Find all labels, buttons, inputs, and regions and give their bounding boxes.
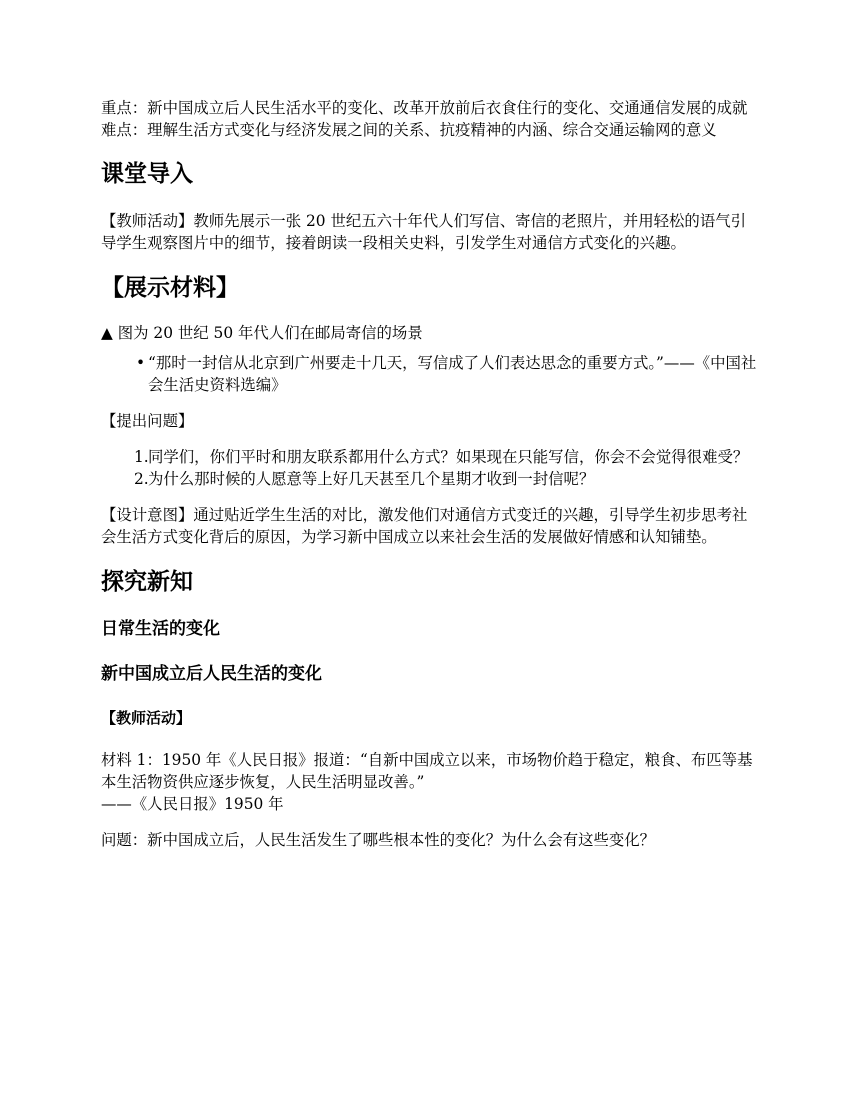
key-points-text: 重点：新中国成立后人民生活水平的变化、改革开放前后衣食住行的变化、交通通信发展的成就 [101,99,748,117]
material-1-text: 材料 1：1950 年《人民日报》报道：“自新中国成立以来，市场物价趋于稳定，粮食、布匹等基本生活物资供应逐步恢复，人民生活明显改善。” [101,751,753,791]
intro-teacher-activity: 【教师活动】教师先展示一张 20 世纪五六十年代人们写信、寄信的老照片，并用轻松的语气引导学生观察图片中的细节，接着朗读一段相关史料，引发学生对通信方式变化的兴趣。 [101,212,746,252]
question-item [134,468,761,490]
bullet-icon: • [136,354,146,372]
question-number: 1. [134,448,149,466]
question-text: 同学们，你们平时和朋友联系都用什么方式？如果现在只能写信，你会不会觉得很难受？ [148,448,749,466]
explore-question-text: 问题：新中国成立后，人民生活发生了哪些根本性的变化？为什么会有这些变化？ [101,831,656,849]
materials-heading: 【展示材料】 [101,275,239,301]
explore-subheading: 日常生活的变化 [101,619,220,639]
document-page [101,97,761,851]
difficulties-text: 难点：理解生活方式变化与经济发展之间的关系、抗疫精神的内涵、综合交通运输网的意义 [101,121,717,139]
explore-teacher-activity-label: 【教师活动】 [101,709,192,727]
intro-heading: 课堂导入 [101,161,193,187]
material-1-source: ——《人民日报》1950 年 [101,795,284,813]
question-item [134,446,761,468]
explore-heading: 探究新知 [101,569,193,595]
questions-label: 【提出问题】 [101,412,194,430]
question-list [101,446,761,490]
image-caption: ▲ 图为 20 世纪 50 年代人们在邮局寄信的场景 [101,324,423,342]
quote-item [134,352,761,396]
question-number: 2. [134,470,149,488]
question-text: 为什么那时候的人愿意等上好几天甚至几个星期才收到一封信呢？ [148,470,595,488]
quote-text: “那时一封信从北京到广州要走十几天，写信成了人们表达思念的重要方式。”——《中国社会生活史资料选编》 [148,354,757,394]
quote-list [101,352,761,396]
design-intent-text: 【设计意图】通过贴近学生生活的对比，激发他们对通信方式变迁的兴趣，引导学生初步思考社会生活方式变化背后的原因，为学习新中国成立以来社会生活的发展做好情感和认知铺垫。 [101,506,748,546]
explore-subsubheading: 新中国成立后人民生活的变化 [101,664,322,684]
